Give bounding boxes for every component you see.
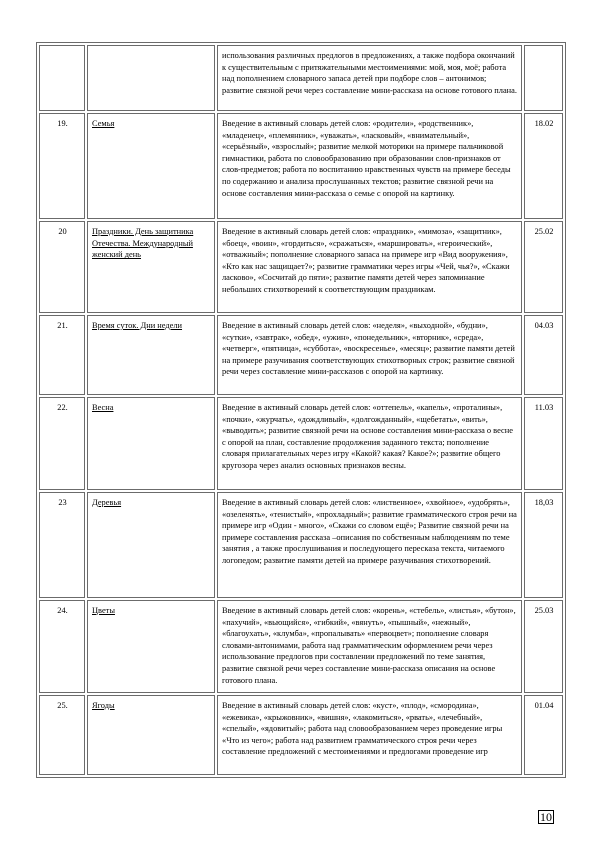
table-row xyxy=(39,113,563,219)
row-description: Введение в активный словарь детей слов: «лиственное», «хвойное», «удобрять», «озеленять», «тенистый», «прохладный»; развитие грамматического строя речи на примере игр «Один - много», «Скажи со словом ещё»; Развитие связной речи на примере составления рассказа –описания по собственным наблюдениям по теме занятия , а также прослушивания и последующего пересказа текста, читаемого логопедом; развитие памяти детей на примере разучивания стихотворений. xyxy=(217,492,522,598)
table-row xyxy=(39,221,563,313)
row-number: 20 xyxy=(39,221,85,313)
table-row xyxy=(39,45,563,111)
row-number: 19. xyxy=(39,113,85,219)
table-row xyxy=(39,600,563,693)
table-row xyxy=(39,695,563,775)
row-date: 25.03 xyxy=(524,600,563,693)
row-date: 01.04 xyxy=(524,695,563,775)
row-number: 25. xyxy=(39,695,85,775)
table-row xyxy=(39,492,563,598)
row-number: 21. xyxy=(39,315,85,395)
row-description: Введение в активный словарь детей слов: «корень», «стебель», «листья», «бутон», «пахучий», «вьющийся», «гибкий», «вянуть», «пышный», «нежный», «благоухать», «клумба», «пропалывать» «первоцвет»; пополнение словаря словами-антонимами, работа над грамматическим оформлением речи через использование предлогов при составлении предложений по теме занятия, развитие связной речи через составление мини-рассказа описания на основе готового плана. xyxy=(217,600,522,693)
table-row xyxy=(39,315,563,395)
row-description: Введение в активный словарь детей слов: «куст», «плод», «смородина», «ежевика», «крыжовник», «вишня», «лакомиться», «рвать», «лечебный», «спелый», «ядовитый»; работа над словообразованием через проведение игры «Что из чего»; работа над развитием грамматического строя речи через составление предложений с местоимениями и предлогами проведение игр xyxy=(217,695,522,775)
row-topic: Семья xyxy=(87,113,215,219)
row-topic: Время суток. Дни недели xyxy=(87,315,215,395)
row-number: 24. xyxy=(39,600,85,693)
row-date: 18,03 xyxy=(524,492,563,598)
row-date: 18.02 xyxy=(524,113,563,219)
table-row xyxy=(39,397,563,490)
row-description: Введение в активный словарь детей слов: «оттепель», «капель», «проталины», «почки», «журчать», «дождливый», «долгожданный», «щебетать», «вить», «выводить»; развитие связной речи на основе составления мини-рассказа о весне с опорой на план, составление продолжения заданного текста; пополнение словаря прилагательных через игру «Какой? какая? Какое?»; развитие общего кругозора через анализ основных признаков весны. xyxy=(217,397,522,490)
row-date: 04.03 xyxy=(524,315,563,395)
row-topic: Деревья xyxy=(87,492,215,598)
row-date: 25.02 xyxy=(524,221,563,313)
row-topic: Праздники. День защитника Отечества. Международный женский день xyxy=(87,221,215,313)
row-topic: Ягоды xyxy=(87,695,215,775)
row-topic: Цветы xyxy=(87,600,215,693)
row-topic xyxy=(87,45,215,111)
row-description: использования различных предлогов в предложениях, а также подбора окончаний к существительным с притяжательными местоимениями: мой, моя, моё; работа над пополнением словарного запаса детей при подборе слов – антонимов; развитие связной речи через составление мини-рассказа на основе готового плана. xyxy=(217,45,522,111)
row-description: Введение в активный словарь детей слов: «неделя», «выходной», «будни», «сутки», «завтрак», «обед», «ужин», «понедельник», «вторник», «среда», «четверг», «пятница», «суббота», «воскресенье», «месяц»; развитие памяти детей на примере разучивания соответствующих стихотворных строк; развитие связной речи через составление мини-рассказов с опорой на картинку. xyxy=(217,315,522,395)
row-date xyxy=(524,45,563,111)
row-number xyxy=(39,45,85,111)
row-description: Введение в активный словарь детей слов: «родители», «родственник», «младенец», «племянник», «уважать», «ласковый», «внимательный», «серьёзный», «взрослый»; развитие мелкой моторики на примере пальчиковой гимнастики, работа по словообразованию при образовании слов-признаков от слов-предметов; работа по воспитанию нравственных чувств на примере беседы по содержанию и анализа прослушанных текстов; развитие связной речи на основе составления мини-рассказа о семье с опорой на картинку. xyxy=(217,113,522,219)
lesson-plan-table xyxy=(36,42,566,778)
row-description: Введение в активный словарь детей слов: «праздник», «мимоза», «защитник», «боец», «воин», «гордиться», «сражаться», «маршировать», «героический», «отважный»; пополнение словарного запаса на примере игр «Вид вооружения», «Кто как нас защищает?»; развитие грамматики через игры «Чей, чья?», «Скажи ласково», «Сосчитай до пяти»; развитие памяти детей через запоминание небольших стихотворений к соответствующим праздникам. xyxy=(217,221,522,313)
row-number: 22. xyxy=(39,397,85,490)
row-number: 23 xyxy=(39,492,85,598)
page-number: 10 xyxy=(540,810,552,824)
row-topic: Весна xyxy=(87,397,215,490)
row-date: 11.03 xyxy=(524,397,563,490)
